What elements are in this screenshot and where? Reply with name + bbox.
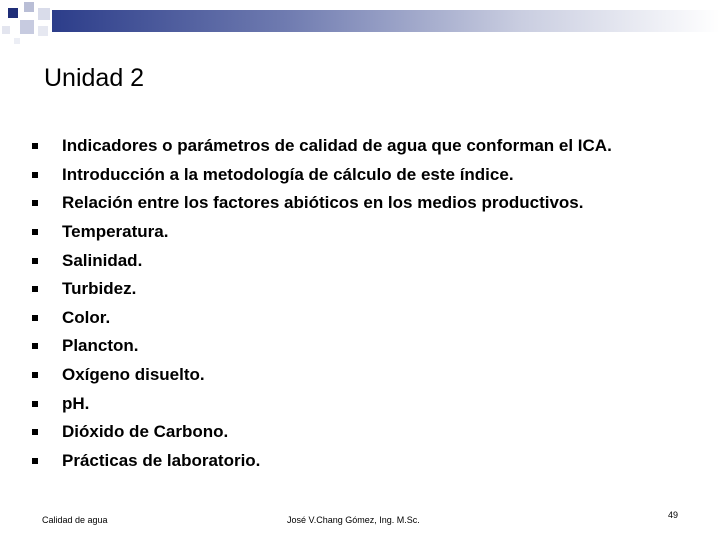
list-item-text: Plancton.	[62, 336, 139, 356]
deco-square	[14, 38, 20, 44]
bullet-icon	[32, 458, 38, 464]
bullet-icon	[32, 401, 38, 407]
list-item-text: Oxígeno disuelto.	[62, 365, 205, 385]
bullet-icon	[32, 429, 38, 435]
list-item-text: Dióxido de Carbono.	[62, 422, 229, 442]
deco-square	[24, 2, 34, 12]
bullet-icon	[32, 315, 38, 321]
list-item-text: Relación entre los factores abióticos en los medios productivos.	[62, 193, 584, 213]
bullet-icon	[32, 172, 38, 178]
bullet-icon	[32, 343, 38, 349]
list-item-text: Indicadores o parámetros de calidad de agua que conforman el ICA.	[62, 136, 612, 156]
list-item	[30, 275, 612, 304]
footer-author: José V.Chang Gómez, Ing. M.Sc.	[287, 515, 420, 525]
list-item-text: pH.	[62, 393, 90, 413]
list-item	[30, 161, 612, 190]
list-item	[30, 447, 612, 476]
footer-course: Calidad de agua	[42, 515, 108, 525]
bullet-list	[30, 132, 612, 475]
deco-square	[2, 26, 10, 34]
bullet-icon	[32, 286, 38, 292]
header-decoration	[0, 0, 720, 60]
deco-square	[38, 8, 50, 20]
list-item	[30, 304, 612, 333]
list-item-text: Color.	[62, 307, 111, 327]
list-item	[30, 361, 612, 390]
list-item	[30, 389, 612, 418]
page-number: 49	[668, 510, 679, 520]
bullet-icon	[32, 229, 38, 235]
slide-title: Unidad 2	[44, 64, 145, 92]
bullet-icon	[32, 372, 38, 378]
bullet-icon	[32, 200, 38, 206]
list-item	[30, 246, 612, 275]
deco-square	[38, 26, 48, 36]
bullet-icon	[32, 258, 38, 264]
list-item-text: Temperatura.	[62, 222, 169, 242]
list-item-text: Salinidad.	[62, 250, 143, 270]
deco-square	[8, 8, 18, 18]
list-item	[30, 189, 612, 218]
header-gradient-bar	[52, 10, 720, 32]
list-item	[30, 332, 612, 361]
deco-square	[20, 20, 34, 34]
list-item-text: Introducción a la metodología de cálculo de este índice.	[62, 164, 514, 184]
list-item	[30, 132, 612, 161]
bullet-icon	[32, 143, 38, 149]
list-item	[30, 418, 612, 447]
list-item-text: Prácticas de laboratorio.	[62, 450, 261, 470]
list-item	[30, 218, 612, 247]
list-item-text: Turbidez.	[62, 279, 137, 299]
